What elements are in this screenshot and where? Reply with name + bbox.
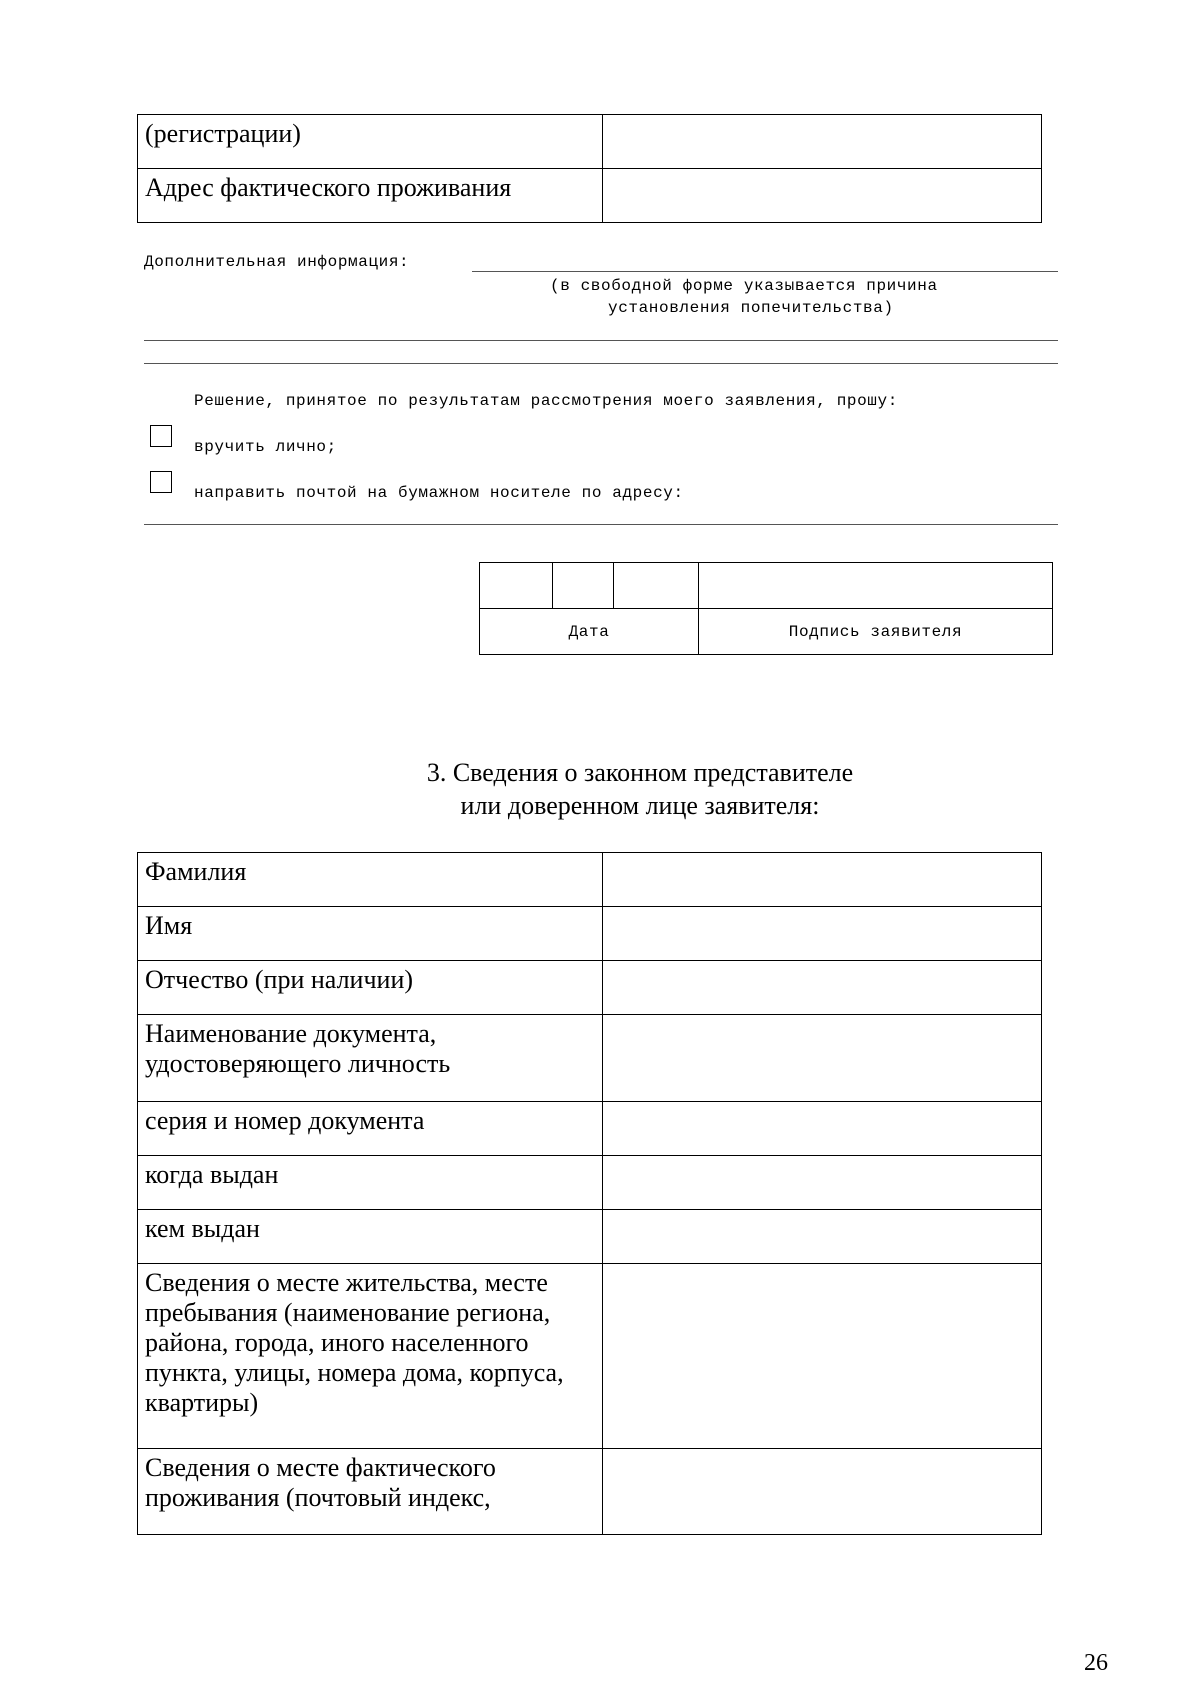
issue-date-field[interactable] — [603, 1156, 1042, 1210]
additional-info-hint-1: (в свободной форме указывается причина — [550, 277, 938, 295]
row-label: Имя — [138, 907, 603, 961]
additional-info-hint-2: установления попечительства) — [608, 299, 894, 317]
issued-by-field[interactable] — [603, 1210, 1042, 1264]
name-field[interactable] — [603, 907, 1042, 961]
table-row — [138, 1449, 1042, 1535]
additional-info-line[interactable] — [472, 271, 1058, 272]
additional-info-label: Дополнительная информация: — [144, 253, 410, 271]
row-label: (регистрации) — [138, 115, 603, 169]
actual-residence-field[interactable] — [603, 1449, 1042, 1535]
actual-address-field[interactable] — [603, 169, 1042, 223]
row-label: Фамилия — [138, 853, 603, 907]
section-title-line-2: или доверенном лице заявителя: — [460, 791, 820, 820]
page-number: 26 — [1084, 1650, 1108, 1676]
mail-address-line[interactable] — [144, 524, 1058, 525]
row-label: Сведения о месте жительства, месте пребывания (наименование региона, района, города, иного населенного пункта, улицы, номера дома, корпуса, квартиры) — [138, 1264, 603, 1449]
deliver-personally-label: вручить лично; — [194, 438, 337, 456]
deliver-personally-checkbox[interactable] — [150, 425, 172, 447]
id-document-name-field[interactable] — [603, 1015, 1042, 1102]
table-row — [480, 563, 1053, 609]
table-row — [138, 853, 1042, 907]
signature-cell[interactable] — [699, 563, 1053, 609]
patronymic-field[interactable] — [603, 961, 1042, 1015]
table-row — [138, 1156, 1042, 1210]
residence-address-field[interactable] — [603, 1264, 1042, 1449]
table-row — [138, 1015, 1042, 1102]
table-row — [138, 907, 1042, 961]
section-title-line-1: 3. Сведения о законном представителе — [426, 758, 854, 787]
row-label: когда выдан — [138, 1156, 603, 1210]
signature-label: Подпись заявителя — [699, 609, 1053, 655]
send-by-mail-checkbox[interactable] — [150, 471, 172, 493]
table-row — [138, 115, 1042, 169]
surname-field[interactable] — [603, 853, 1042, 907]
date-year-cell[interactable] — [614, 563, 699, 609]
table-row — [138, 1264, 1042, 1449]
row-label: серия и номер документа — [138, 1102, 603, 1156]
representative-table — [137, 852, 1042, 1535]
address-table — [137, 114, 1042, 223]
date-day-cell[interactable] — [480, 563, 553, 609]
additional-info-line-2[interactable] — [144, 340, 1058, 341]
table-row — [138, 1102, 1042, 1156]
row-label: Адрес фактического проживания — [138, 169, 603, 223]
date-label: Дата — [480, 609, 699, 655]
registration-address-field[interactable] — [603, 115, 1042, 169]
table-row — [480, 609, 1053, 655]
decision-intro: Решение, принятое по результатам рассмотрения моего заявления, прошу: — [194, 392, 898, 410]
table-row — [138, 961, 1042, 1015]
signature-table — [479, 562, 1053, 655]
document-number-field[interactable] — [603, 1102, 1042, 1156]
row-label: Сведения о месте фактического проживания (почтовый индекс, — [138, 1449, 603, 1535]
row-label: кем выдан — [138, 1210, 603, 1264]
send-by-mail-label: направить почтой на бумажном носителе по адресу: — [194, 484, 684, 502]
row-label: Наименование документа, удостоверяющего личность — [138, 1015, 603, 1102]
table-row — [138, 169, 1042, 223]
table-row — [138, 1210, 1042, 1264]
row-label: Отчество (при наличии) — [138, 961, 603, 1015]
date-month-cell[interactable] — [553, 563, 614, 609]
section-title — [0, 756, 1200, 822]
additional-info-line-3[interactable] — [144, 363, 1058, 364]
